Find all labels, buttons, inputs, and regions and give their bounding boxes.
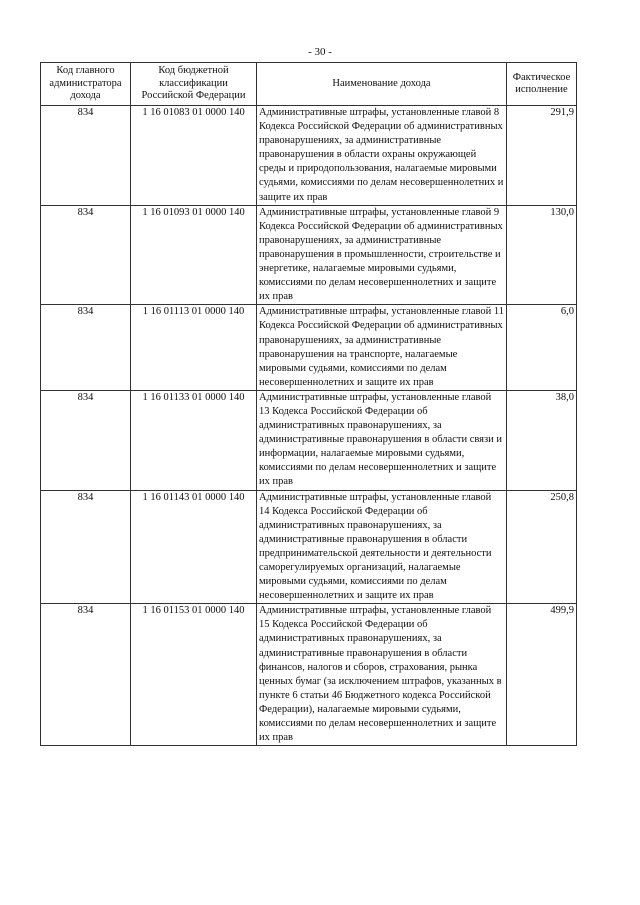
cell-budget-code: 1 16 01083 01 0000 140 [131, 106, 257, 206]
table-row [41, 305, 577, 391]
cell-admin-code: 834 [41, 305, 131, 391]
cell-admin-code: 834 [41, 205, 131, 305]
cell-actual-value: 130,0 [507, 205, 577, 305]
table-row [41, 106, 577, 206]
header-admin-code: Код главного администратора дохода [41, 63, 131, 106]
cell-budget-code: 1 16 01113 01 0000 140 [131, 305, 257, 391]
cell-actual-value: 250,8 [507, 490, 577, 604]
cell-revenue-name: Административные штрафы, установленные главой 13 Кодекса Российской Федерации об административных правонарушениях, за административные правонарушения в области связи и информации, налагаемые мировыми судьями, комиссиями по делам несовершеннолетних и защите их прав [257, 390, 507, 490]
cell-admin-code: 834 [41, 106, 131, 206]
cell-budget-code: 1 16 01153 01 0000 140 [131, 604, 257, 746]
table-header-row [41, 63, 577, 106]
cell-admin-code: 834 [41, 604, 131, 746]
cell-admin-code: 834 [41, 490, 131, 604]
cell-revenue-name: Административные штрафы, установленные главой 11 Кодекса Российской Федерации об административных правонарушениях, за административные правонарушения на транспорте, налагаемые мировыми судьями, комиссиями по делам несовершеннолетних и защите их прав [257, 305, 507, 391]
cell-budget-code: 1 16 01093 01 0000 140 [131, 205, 257, 305]
table-row [41, 205, 577, 305]
cell-revenue-name: Административные штрафы, установленные главой 9 Кодекса Российской Федерации об административных правонарушениях, за административные правонарушения в промышленности, строительстве и энергетике, налагаемые мировыми судьями, комиссиями по делам несовершеннолетних и защите их прав [257, 205, 507, 305]
cell-actual-value: 6,0 [507, 305, 577, 391]
revenue-table [40, 62, 577, 746]
header-revenue-name: Наименование дохода [257, 63, 507, 106]
cell-revenue-name: Административные штрафы, установленные главой 8 Кодекса Российской Федерации об административных правонарушениях, за административные правонарушения в области охраны окружающей среды и природопользования, налагаемые мировыми судьями, комиссиями по делам несовершеннолетних и защите их прав [257, 106, 507, 206]
cell-revenue-name: Административные штрафы, установленные главой 15 Кодекса Российской Федерации об административных правонарушениях, за административные правонарушения в области финансов, налогов и сборов, страхования, рынка ценных бумаг (за исключением штрафов, указанных в пункте 6 статьи 46 Бюджетного кодекса Российской Федерации), налагаемые мировыми судьями, комиссиями по делам несовершеннолетних и защите их прав [257, 604, 507, 746]
cell-budget-code: 1 16 01133 01 0000 140 [131, 390, 257, 490]
cell-budget-code: 1 16 01143 01 0000 140 [131, 490, 257, 604]
header-actual-execution: Фактическое исполнение [507, 63, 577, 106]
table-row [41, 604, 577, 746]
cell-admin-code: 834 [41, 390, 131, 490]
cell-actual-value: 38,0 [507, 390, 577, 490]
cell-actual-value: 291,9 [507, 106, 577, 206]
cell-revenue-name: Административные штрафы, установленные главой 14 Кодекса Российской Федерации об административных правонарушениях, за административные правонарушения в области предпринимательской деятельности и деятельности саморегулируемых организаций, налагаемые мировыми судьями, комиссиями по делам несовершеннолетних и защите их прав [257, 490, 507, 604]
table-row [41, 490, 577, 604]
page-number: - 30 - [308, 46, 332, 58]
cell-actual-value: 499,9 [507, 604, 577, 746]
header-budget-code: Код бюджетной классификации Российской Федерации [131, 63, 257, 106]
table-row [41, 390, 577, 490]
